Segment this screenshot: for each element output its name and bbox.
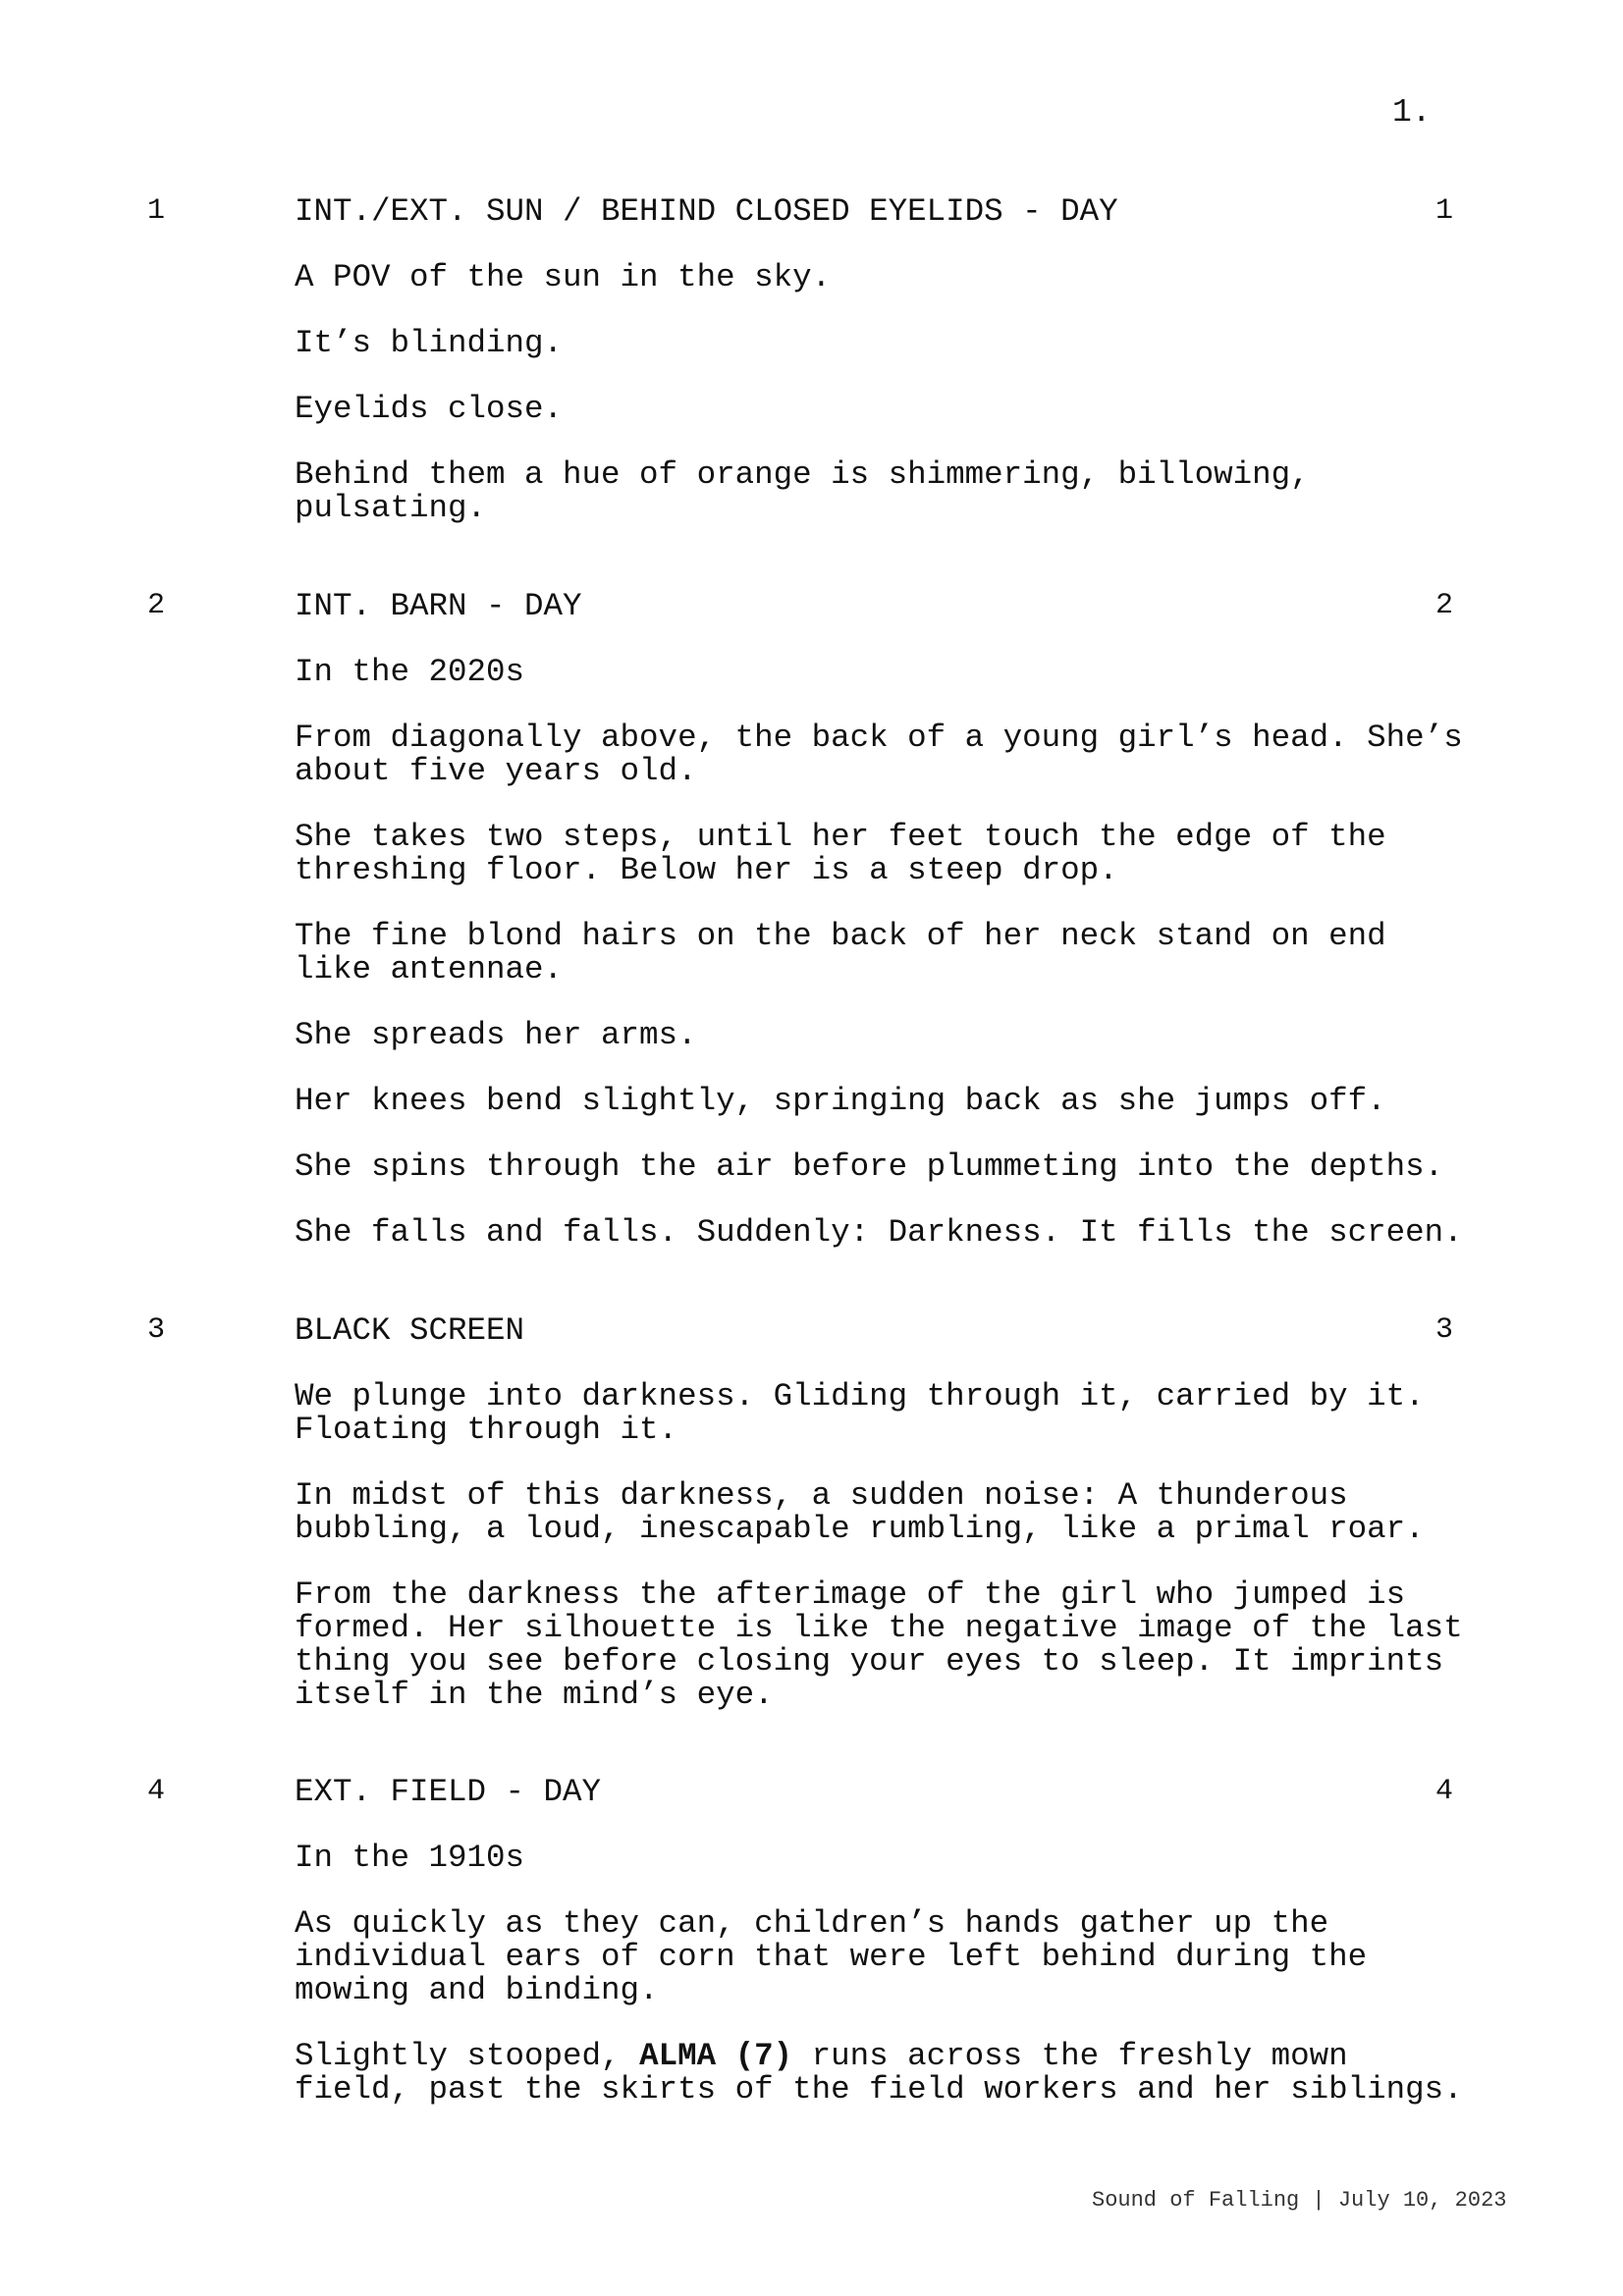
scene-number-left: 3 <box>147 1313 166 1347</box>
footer: Sound of Falling | July 10, 2023 <box>1092 2188 1507 2213</box>
action-line: A POV of the sun in the sky. <box>295 259 832 295</box>
scene-heading: INT. BARN - DAY <box>295 588 582 624</box>
scene-number-right: 2 <box>1435 589 1454 622</box>
action-line: It’s blinding. <box>295 325 564 361</box>
action-line: Behind them a hue of orange is shimmering, billowing, pulsating. <box>295 456 1310 526</box>
scene-number-left: 1 <box>147 194 166 228</box>
action-line: She spins through the air before plummeting into the depths. <box>295 1148 1444 1185</box>
scene-heading: INT./EXT. SUN / BEHIND CLOSED EYELIDS - DAY <box>295 193 1118 230</box>
scene-number-left: 2 <box>147 589 166 622</box>
action-line: Her knees bend slightly, springing back as she jumps off. <box>295 1083 1386 1119</box>
scene-heading: BLACK SCREEN <box>295 1312 525 1349</box>
action-line: In midst of this darkness, a sudden noise: A thunderous bubbling, a loud, inescapable rumbling, like a primal roar. <box>295 1477 1425 1547</box>
action-line: She takes two steps, until her feet touch the edge of the threshing floor. Below her is a steep drop. <box>295 819 1386 888</box>
action-line: She falls and falls. Suddenly: Darkness. It fills the screen. <box>295 1214 1463 1251</box>
scene-number-left: 4 <box>147 1775 166 1808</box>
action-line <box>295 2040 1522 2107</box>
scene-number-right: 4 <box>1435 1775 1454 1808</box>
action-text: Slightly stooped, <box>295 2038 640 2074</box>
action-line: From the darkness the afterimage of the girl who jumped is formed. Her silhouette is like the negative image of the last thing you see before closing your eyes to sleep. It imprints itself in the mind’s eye. <box>295 1576 1463 1713</box>
action-line: She spreads her arms. <box>295 1017 697 1053</box>
action-line: Eyelids close. <box>295 391 564 427</box>
page-number: 1. <box>1392 94 1432 131</box>
action-line: The fine blond hairs on the back of her neck stand on end like antennae. <box>295 918 1386 988</box>
scene-number-right: 1 <box>1435 194 1454 228</box>
action-line: As quickly as they can, children’s hands gather up the individual ears of corn that were left behind during the mowing and binding. <box>295 1905 1368 2008</box>
action-line: In the 2020s <box>295 654 525 690</box>
scene-number-right: 3 <box>1435 1313 1454 1347</box>
scene-heading: EXT. FIELD - DAY <box>295 1774 602 1810</box>
character-name: ALMA (7) <box>639 2038 793 2074</box>
action-text: runs across the freshly mown field, past the skirts of the field workers and her siblings. <box>295 2038 1463 2108</box>
action-line: In the 1910s <box>295 1840 525 1876</box>
action-line: We plunge into darkness. Gliding through it, carried by it. Floating through it. <box>295 1378 1425 1448</box>
action-line: From diagonally above, the back of a young girl’s head. She’s about five years old. <box>295 720 1463 789</box>
